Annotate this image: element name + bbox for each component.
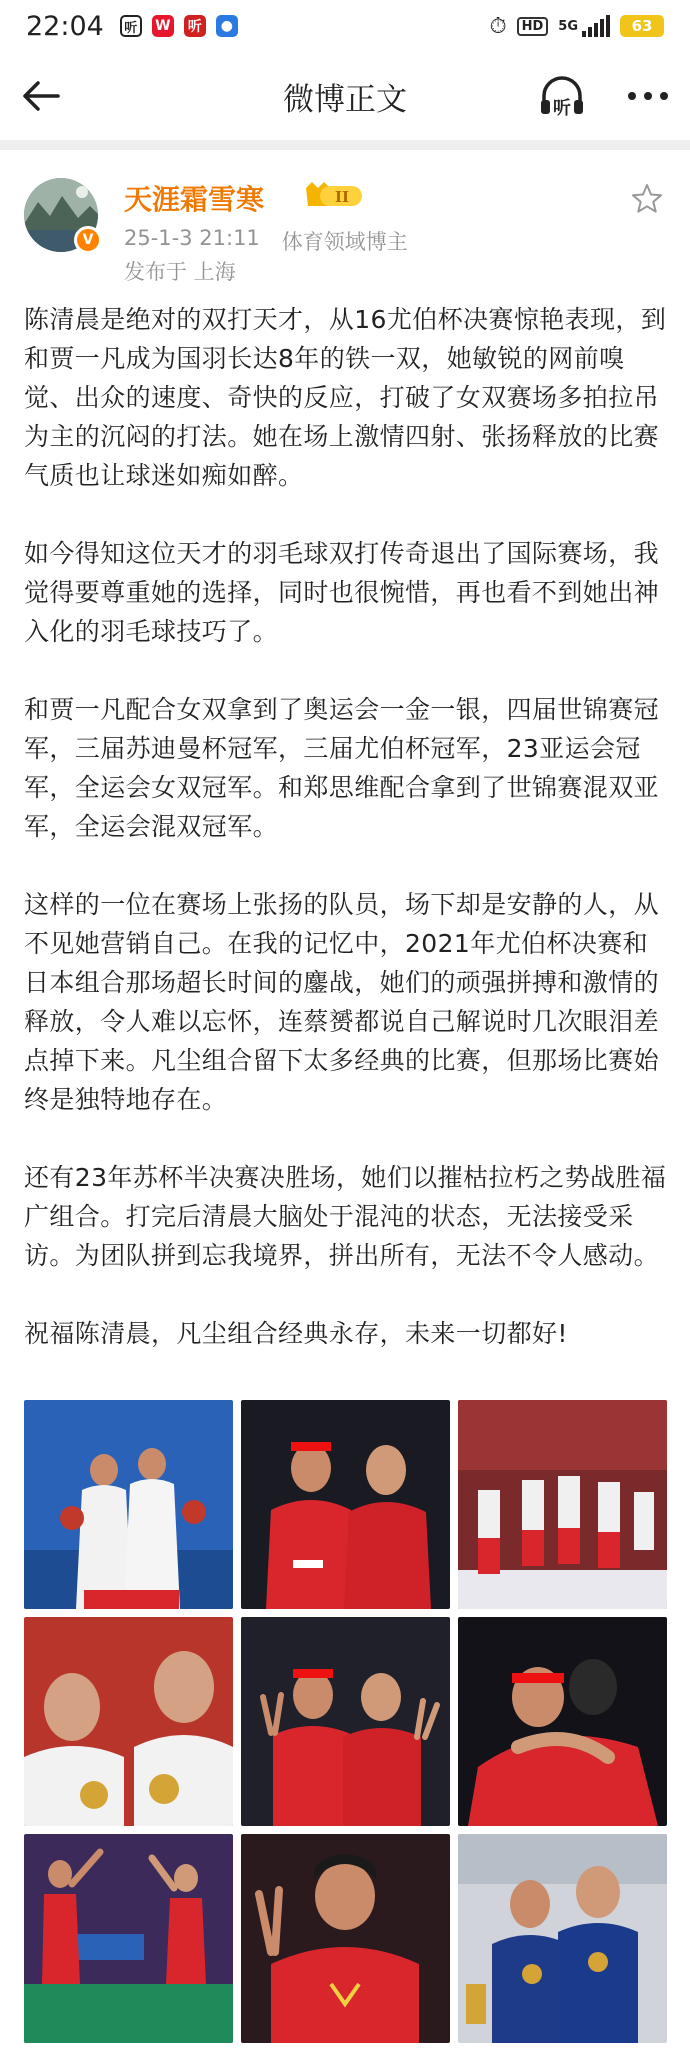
photo-thumbnail[interactable]: [241, 1834, 450, 2043]
hd-badge: HD: [517, 17, 549, 36]
photo-thumbnail[interactable]: [24, 1400, 233, 1609]
gold-medal-photo: [24, 1617, 233, 1826]
more-dot-icon: [644, 92, 652, 100]
celebration-court-photo: [24, 1834, 233, 2043]
photo-thumbnail[interactable]: [24, 1834, 233, 2043]
weibo-app-icon: W: [152, 15, 174, 37]
photo-thumbnail[interactable]: [458, 1834, 667, 2043]
more-dot-icon: [628, 92, 636, 100]
podium-medal-photo: [24, 1400, 233, 1609]
more-dot-icon: [660, 92, 668, 100]
photo-thumbnail[interactable]: [241, 1400, 450, 1609]
photo-thumbnail[interactable]: [24, 1617, 233, 1826]
page-title: 微博正文: [283, 81, 407, 118]
vip-level-text: II: [334, 188, 350, 206]
author-header: [0, 150, 690, 290]
post-body: [24, 300, 668, 1353]
listen-label: 听: [553, 98, 571, 119]
back-arrow-icon[interactable]: [18, 72, 66, 120]
embrace-photo: [458, 1617, 667, 1826]
photo-thumbnail[interactable]: [241, 1617, 450, 1826]
author-tag: 体育领域博主: [281, 230, 408, 254]
headphone-icon: [536, 72, 588, 120]
vip-level-badge: [304, 180, 364, 210]
post-paragraph: 和贾一凡配合女双拿到了奥运会一金一银，四届世锦赛冠军，三届苏迪曼杯冠军，三届尤伯杯冠军，23亚运会冠军，全运会女双冠军。和郑思维配合拿到了世锦赛混双亚军，全运会混双冠军。: [24, 695, 660, 841]
players-portrait-photo: [241, 1400, 450, 1609]
victory-sign-photo: [241, 1617, 450, 1826]
post-date: 25-1-3 21:11: [124, 226, 260, 250]
photo-thumbnail[interactable]: [458, 1400, 667, 1609]
photo-grid: [24, 1400, 667, 2043]
post-paragraph: 祝福陈清晨，凡尘组合经典永存，未来一切都好!: [24, 1319, 568, 1348]
post-paragraph: 还有23年苏杯半决赛决胜场，她们以摧枯拉朽之势战胜福广组合。打完后清晨大脑处于混沌的状态，无法接受采访。为团队拼到忘我境界，拼出所有，无法不令人感动。: [24, 1163, 667, 1270]
network-label: 5G: [558, 18, 578, 34]
smiling-player-photo: [241, 1834, 450, 2043]
award-stage-photo: [458, 1400, 667, 1609]
post-paragraph: 陈清晨是绝对的双打天才，从16尤伯杯决赛惊艳表现，到和贾一凡成为国羽长达8年的铁一双，她敏锐的网前嗅觉、出众的速度、奇快的反应，打破了女双赛场多拍拉吊为主的沉闷的打法。她在场上激情四射、张扬释放的比赛气质也让球迷如痴如醉。: [24, 305, 667, 490]
listen-app-icon: 听: [120, 15, 142, 37]
favorite-star-icon[interactable]: [630, 182, 664, 216]
post-meta: [124, 226, 408, 256]
verified-badge: V: [74, 226, 102, 254]
post-location: 发布于 上海: [124, 260, 236, 284]
signal-5g-icon: [582, 15, 610, 37]
header-divider: [0, 140, 690, 150]
news-app-icon: 听: [184, 15, 206, 37]
status-bar: [0, 0, 690, 52]
battery-icon: 63: [620, 15, 664, 37]
post-paragraph: 这样的一位在赛场上张扬的队员，场下却是安静的人，从不见她营销自己。在我的记忆中，2021年尤伯杯决赛和日本组合那场超长时间的鏖战，她们的顽强拼搏和激情的释放，令人难以忘怀，连蔡赟都说自己解说时几次眼泪差点掉下来。凡尘组合留下太多经典的比赛，但那场比赛始终是独特地存在。: [24, 890, 660, 1114]
listen-button[interactable]: [536, 72, 588, 120]
mixed-doubles-medal-photo: [458, 1834, 667, 2043]
more-options-button[interactable]: [620, 82, 676, 110]
author-name[interactable]: 天涯霜雪寒: [124, 183, 265, 216]
alarm-icon: ⏱: [489, 13, 507, 39]
camera-app-icon: ●: [216, 15, 238, 37]
nav-bar: [0, 52, 690, 140]
photo-thumbnail[interactable]: [458, 1617, 667, 1826]
status-time: 22:04: [26, 10, 104, 42]
post-paragraph: 如今得知这位天才的羽毛球双打传奇退出了国际赛场，我觉得要尊重她的选择，同时也很惋惜，再也看不到她出神入化的羽毛球技巧了。: [24, 539, 660, 646]
